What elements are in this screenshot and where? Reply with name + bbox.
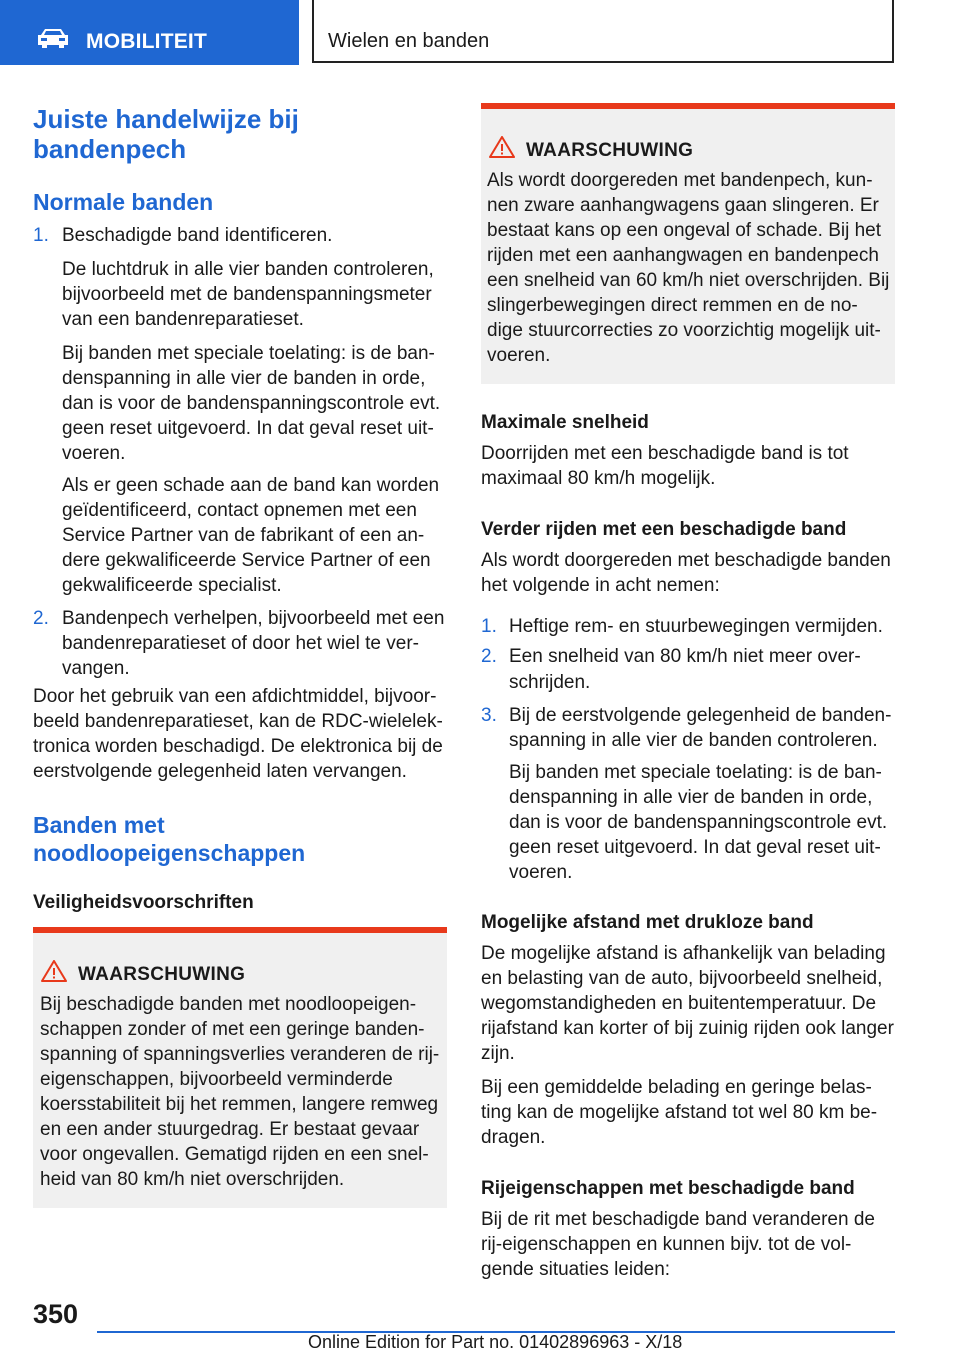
text-line: koersstabiliteit bij het remmen, langere remweg [40,1094,439,1115]
text-line: en belasting van de auto, bijvoorbeeld snelheid, [481,968,883,989]
page-number: 350 [33,1299,79,1329]
step-line: denspanning in alle vier de banden in orde, [509,787,873,808]
section-tab[interactable] [0,0,299,65]
step-line: Bij de eerstvolgende gelegenheid de banden- [509,705,892,726]
text-line: ting kan de mogelijke afstand tot wel 80 km be- [481,1102,878,1123]
step-number: 1. [481,616,497,637]
text-line: rij-eigenschappen en kunnen bijv. tot de vol- [481,1234,852,1255]
heading-continue-driving: Verder rijden met een beschadigde band [481,519,847,540]
text-line: heid van 80 km/h niet overschrijden. [40,1169,345,1190]
text-line: spanning of spanningsverlies veranderen de rij- [40,1044,440,1065]
text-line: Bij een gemiddelde belading en geringe belas- [481,1077,872,1098]
text-line: Als wordt doorgereden met beschadigde banden [481,550,891,571]
text-line: beeld bandenreparatieset, kan de RDC-wielelek- [33,711,443,732]
section-label: MOBILITEIT [86,30,207,53]
text-line: nen zware aanhangwagens gaan slingeren. Er [487,195,879,216]
step-number: 3. [481,705,497,726]
step-line: Als er geen schade aan de band kan worden [62,475,440,496]
heading-flat-tire [33,104,299,164]
step-line: dan is voor de bandenspanningscontrole evt. [509,812,888,833]
step-line: spanning in alle vier de banden controleren. [509,730,878,751]
step-line: voeren. [509,862,573,883]
warning-triangle-icon [41,960,67,982]
step-line: voeren. [62,443,126,464]
text-line: eerstvolgende gelegenheid laten vervangen. [33,761,407,782]
warning-title: WAARSCHUWING [78,964,246,985]
text-line: rijafstand kan korter of bij zuinig rijden ook langer [481,1018,894,1039]
step-line: Bandenpech verhelpen, bijvoorbeeld met een [62,608,445,629]
step-line: bandenreparatieset of door het wiel te ver- [62,633,419,654]
step-line: Bij banden met speciale toelating: is de ban- [509,762,882,783]
text-line: zijn. [481,1043,515,1064]
text-line: gende situaties leiden: [481,1259,671,1280]
heading-safety: Veiligheidsvoorschriften [33,892,254,913]
step-line: bijvoorbeeld met de bandenspanningsmeter [62,284,432,305]
car-icon [35,27,71,49]
heading-line: Banden met [33,812,165,838]
text-line: Bij de rit met beschadigde band veranderen de [481,1209,875,1230]
edition-note: Online Edition for Part no. 01402896963 - X/18 [308,1332,683,1352]
text-line: Door het gebruik van een afdichtmiddel, bijvoor- [33,686,437,707]
step-line: van een bandenreparatieset. [62,309,304,330]
step-line: geïdentificeerd, contact opnemen met een [62,500,417,521]
text-line: maximaal 80 km/h mogelijk. [481,468,716,489]
step-line: Beschadigde band identificeren. [62,225,333,246]
heading-normal-tires: Normale banden [33,189,214,215]
text-line: schappen zonder of met een geringe banden- [40,1019,425,1040]
text-line: rijden met een aanhangwagen en bandenpech [487,245,879,266]
step-line: dere gekwalificeerde Service Partner of een [62,550,431,571]
step-number: 2. [33,608,49,629]
text-line: voor ongevallen. Gematigd rijden en een snel- [40,1144,429,1165]
text-line: en een ander stuurgedrag. Er bestaat gevaar [40,1119,420,1140]
step-number: 1. [33,225,49,246]
step-line: denspanning in alle vier de banden in orde, [62,368,426,389]
step-line: schrijden. [509,672,591,693]
heading-runflat [33,811,305,867]
text-line: bestaat kans op een ongeval of schade. Bij het [487,220,881,241]
text-line: eigenschappen, bijvoorbeeld verminderde [40,1069,393,1090]
heading-max-speed: Maximale snelheid [481,412,649,433]
step-line: Een snelheid van 80 km/h niet meer over- [509,646,861,667]
text-line: tronica worden beschadigd. De elektronica bij de [33,736,443,757]
step-line: vangen. [62,658,130,679]
step-line: Heftige rem- en stuurbewegingen vermijden. [509,616,883,637]
step-line: geen reset uitgevoerd. In dat geval reset uit- [62,418,434,439]
step-line: De luchtdruk in alle vier banden controleren, [62,259,434,280]
text-line: Bij beschadigde banden met noodloopeigen- [40,994,417,1015]
chapter-title: Wielen en banden [328,30,490,52]
text-line: Doorrijden met een beschadigde band is tot [481,443,849,464]
chapter-header [312,0,894,63]
step-line: Bij banden met speciale toelating: is de ban- [62,343,435,364]
step-line: geen reset uitgevoerd. In dat geval reset uit- [509,837,881,858]
warning-triangle-icon [489,136,515,158]
text-line: het volgende in acht nemen: [481,575,720,596]
heading-line: Juiste handelwijze bij [33,104,299,134]
text-line: dige stuurcorrecties zo voorzichtig mogelijk uit- [487,320,881,341]
step-line: gekwalificeerde specialist. [62,575,282,596]
text-line: De mogelijke afstand is afhankelijk van belading [481,943,886,964]
heading-line: noodloopeigenschappen [33,840,306,866]
heading-handling: Rijeigenschappen met beschadigde band [481,1178,855,1199]
text-line: voeren. [487,345,551,366]
step-line: dan is voor de bandenspanningscontrole evt. [62,393,441,414]
heading-line: bandenpech [33,134,187,164]
text-line: wegomstandigheden en buitentemperatuur. De [481,993,877,1014]
warning-title: WAARSCHUWING [526,140,694,161]
warning-box [33,927,447,1208]
step-line: Service Partner van de fabrikant of een an- [62,525,425,546]
text-line: dragen. [481,1127,546,1148]
text-line: een snelheid van 60 km/h niet overschrijden. Bij [487,270,890,291]
text-line: slingerbewegingen direct remmen en de no- [487,295,858,316]
heading-runflat-distance: Mogelijke afstand met drukloze band [481,912,814,933]
text-line: Als wordt doorgereden met bandenpech, kun- [487,170,873,191]
step-number: 2. [481,646,497,667]
warning-box [481,103,895,384]
